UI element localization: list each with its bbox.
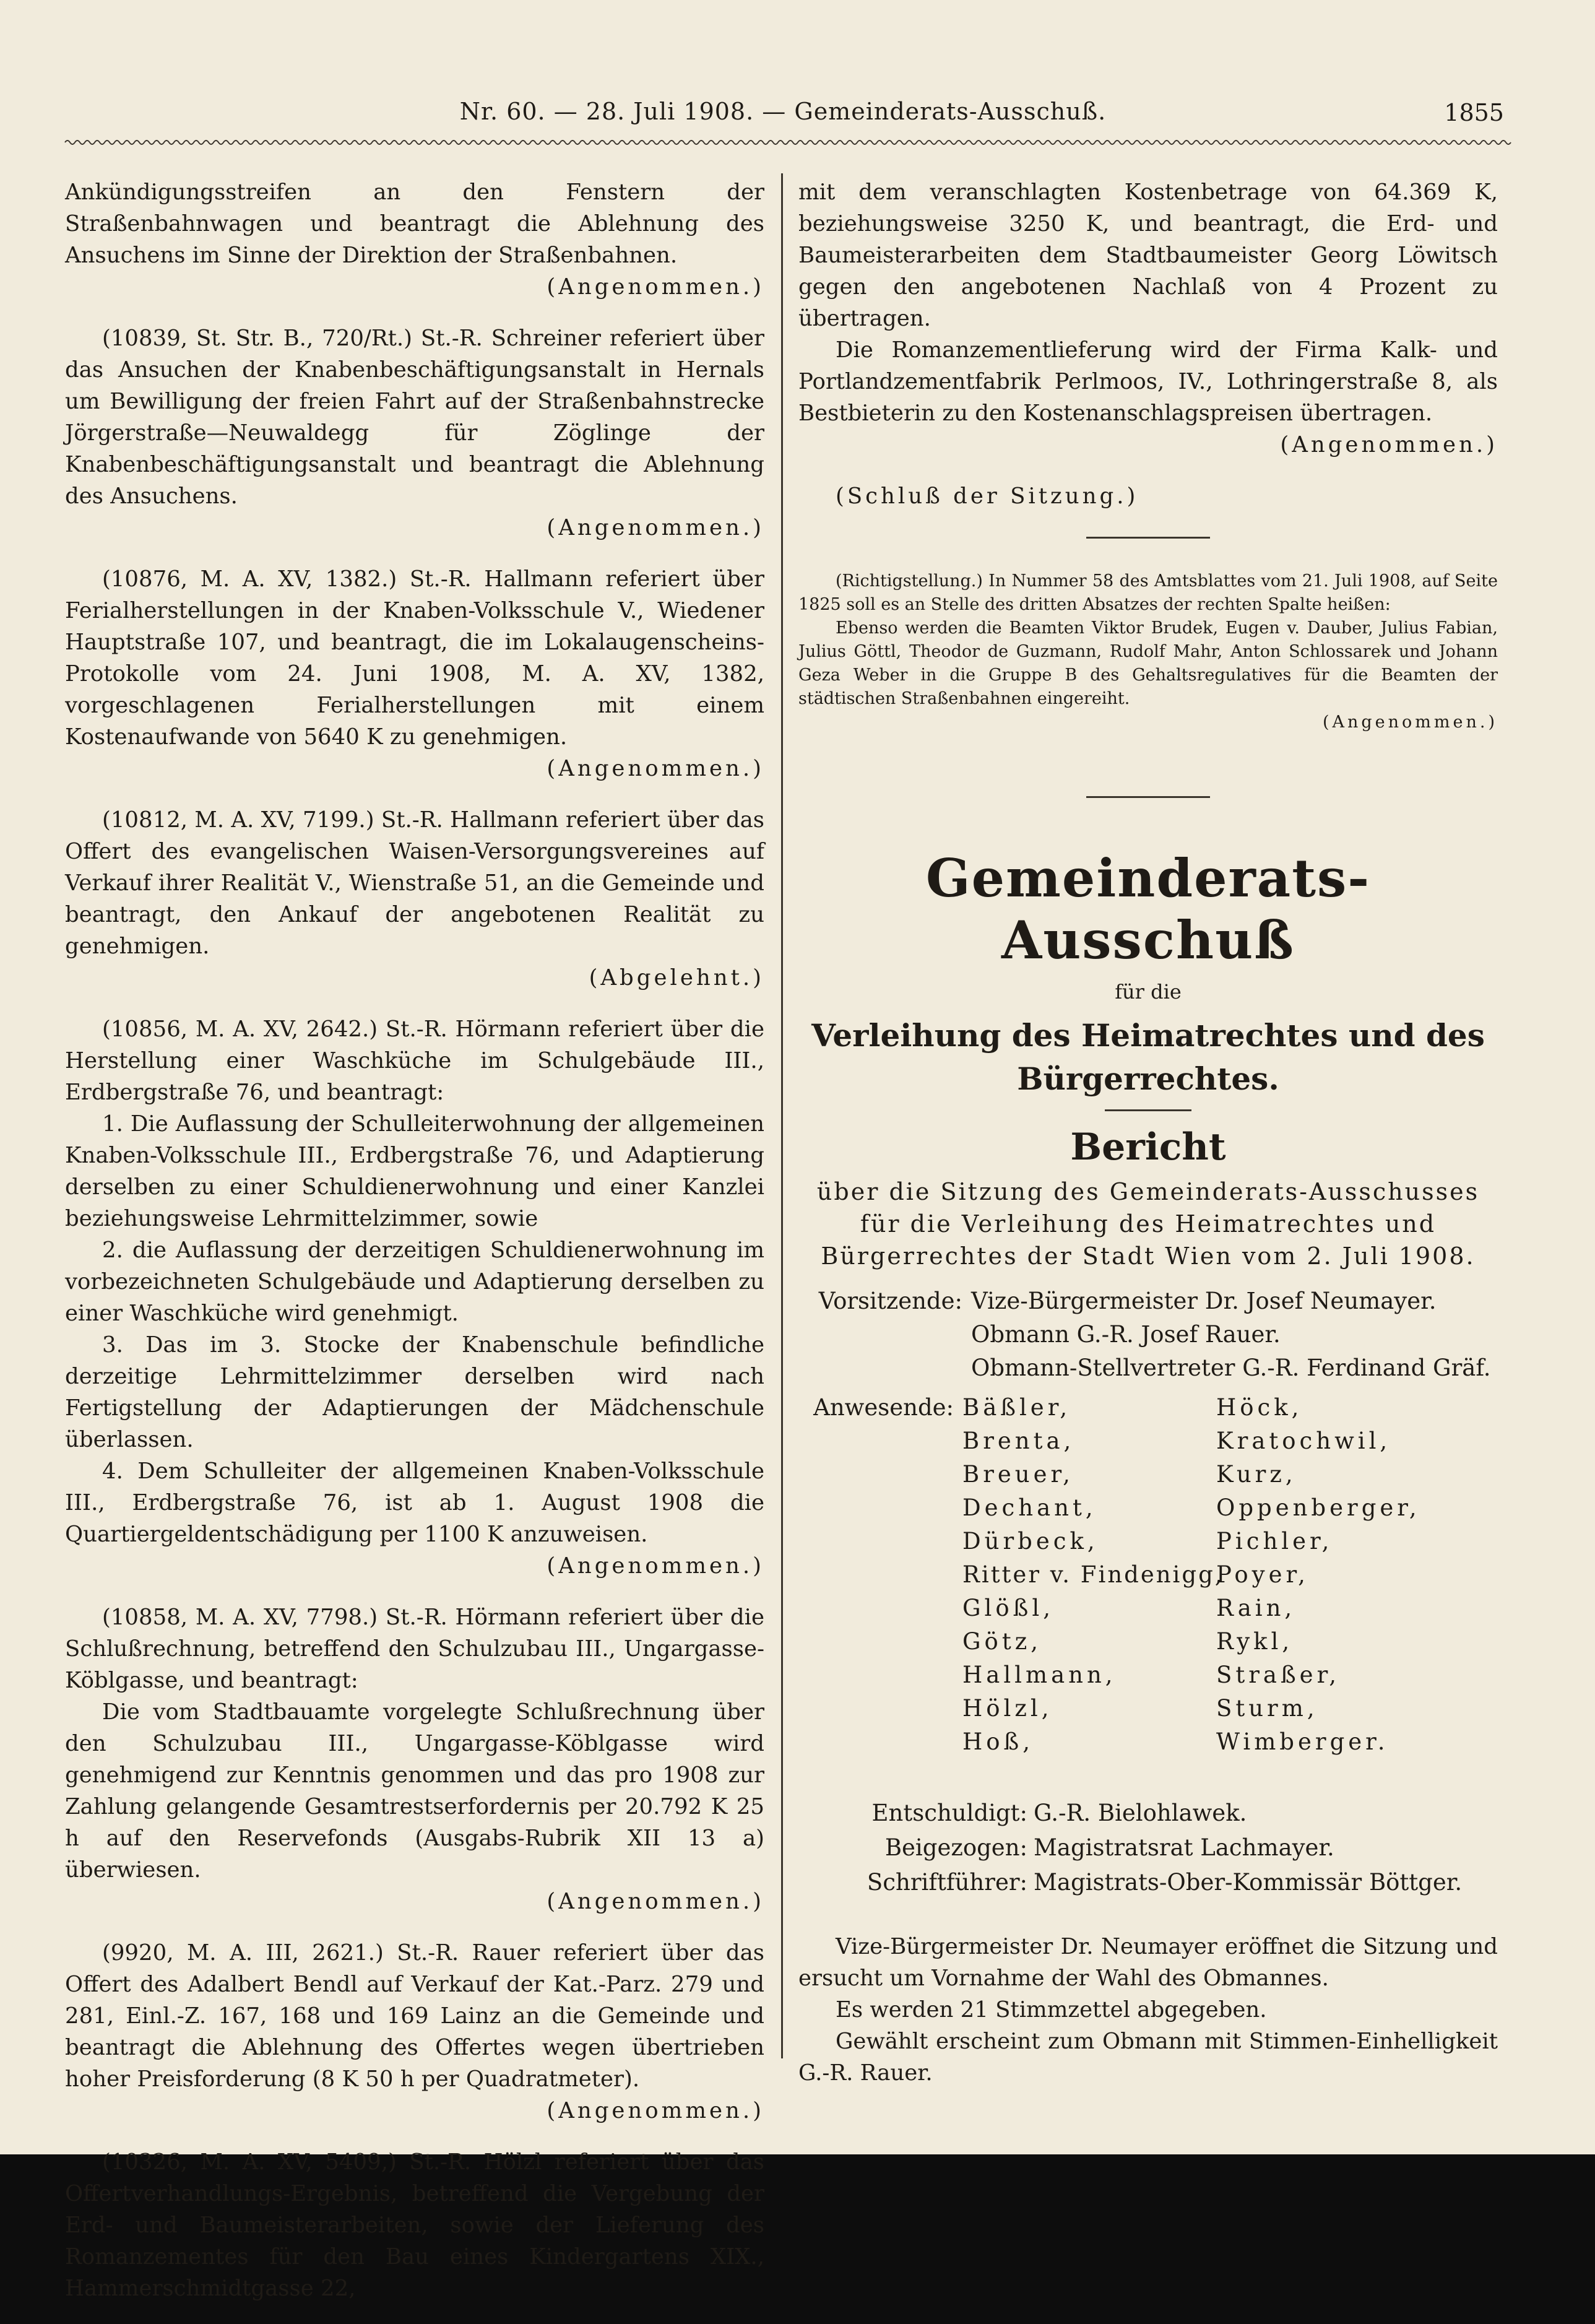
- entry-verdict: (Abgelehnt.): [589, 965, 764, 991]
- entry-paragraph: (10839, St. Str. B., 720/Rt.) St.-R. Schreiner referiert über das Ansuchen der Knabenbeschäftigungsanstalt in Hernals um Bewilligung der freien Fahrt auf der Straßenbahnstrecke Jörgerstraße—Neuwaldegg für Zöglinge der Knabenbeschäftigungsanstalt und beantragt die Ablehnung des Ansuchens. (Angenommen.): [65, 323, 764, 544]
- attendee: Brenta,: [962, 1428, 1075, 1454]
- section-fuer: für die: [1115, 980, 1182, 1004]
- attendee: Höck,: [1216, 1394, 1303, 1421]
- closing-paragraph: Es werden 21 Stimmzettel abgegeben.: [836, 1997, 1267, 2023]
- chair-entry: Obmann G.-R. Josef Rauer.: [971, 1321, 1281, 1348]
- section-subtitle: Verleihung des Heimatrechtes und des Bürgerrechtes.: [811, 1017, 1485, 1097]
- entry-paragraph: (10326, M. A. XV, 5409,) St.-R. Hölzl referiert über das Offertverhandlungs-Ergebnis, betreffend die Vergebung der Erd- und Baumeisterarbeiten, sowie der Lieferung des Romanzementes für den Bau eines Kindergartens XIX., Hammerschmidtgasse 22,: [65, 2149, 764, 2301]
- attendee: Breuer,: [962, 1461, 1074, 1488]
- correction-verdict: (Angenommen.): [1322, 713, 1498, 732]
- attendee: Kratochwil,: [1216, 1428, 1391, 1454]
- entry-paragraph: (9920, M. A. III, 2621.) St.-R. Rauer referiert über das Offert des Adalbert Bendl auf Verkauf der Kat.-Parz. 279 und 281, Einl.-Z. 167, 168 und 169 Lainz an die Gemeinde und beantragt die Ablehnung des Offertes wegen übertrieben hoher Preisforderung (8 K 50 h per Quadratmeter). (Angenommen.): [65, 1937, 764, 2127]
- excused-value: G.-R. Bielohlawek.: [1034, 1800, 1247, 1826]
- column-divider: [781, 173, 783, 2058]
- attendee: Oppenberger,: [1216, 1494, 1420, 1521]
- divider-rule: [1086, 537, 1210, 539]
- entry-paragraph: (10876, M. A. XV, 1382.) St.-R. Hallmann referiert über Ferialherstellungen in der Knaben-Volksschule V., Wiedener Hauptstraße 107, und beantragt, die im Lokalaugenscheins-Protokolle vom 24. Juni 1908, M. A. XV, 1382, vorgeschlagenen Ferialherstellungen mit einem Kostenaufwande von 5640 K zu genehmigen. (Angenommen.): [65, 563, 764, 784]
- entry-verdict: (Angenommen.): [547, 274, 764, 300]
- secretary-value: Magistrats-Ober-Kommissär Böttger.: [1034, 1869, 1463, 1896]
- entry-item: 2. die Auflassung der derzeitigen Schuldienerwohnung im vorbezeichneten Schulgebäude und Adaptierung derselben zu einer Waschküche wird genehmigt.: [65, 1238, 764, 1326]
- entry-continuation: mit dem veranschlagten Kostenbetrage von 64.369 K, beziehungsweise 3250 K, und beantragt, die Erd- und Baumeisterarbeiten dem Stadtbaumeister Georg Löwitsch gegen den angebotenen Nachlaß von 4 Prozent zu übertragen.: [798, 180, 1498, 331]
- attendee: Dürbeck,: [962, 1528, 1099, 1554]
- entry-paragraph: (10858, M. A. XV, 7798.) St.-R. Hörmann referiert über die Schlußrechnung, betreffend den Schulzubau III., Ungargasse-Köblgasse, und beantragt:: [65, 1605, 764, 1693]
- attendee: Rain,: [1216, 1595, 1296, 1621]
- entry-paragraph: Die Romanzementlieferung wird der Firma Kalk- und Portlandzementfabrik Perlmoos, IV., Lothringerstraße 8, als Bestbieterin zu den Kostenanschlagspreisen übertragen. (Angenommen.): [798, 334, 1498, 461]
- attendee: Wimberger.: [1216, 1728, 1389, 1755]
- attendee: Sturm,: [1216, 1695, 1318, 1722]
- entry-item: 1. Die Auflassung der Schulleiterwohnung der allgemeinen Knaben-Volksschule III., Erdbergstraße 76, und Adaptierung derselben zu einer Schuldienerwohnung und einer Kanzlei beziehungsweise Lehrmittelzimmer, sowie: [65, 1111, 764, 1231]
- entry-paragraph: Ankündigungsstreifen an den Fenstern der Straßenbahnwagen und beantragt die Ablehnung des Ansuchens im Sinne der Direktion der Straßenbahnen. (Angenommen.): [65, 176, 764, 303]
- entry-verdict: (Angenommen.): [547, 2098, 764, 2123]
- right-column: [798, 176, 1498, 2089]
- entry-verdict: (Angenommen.): [547, 1889, 764, 1914]
- attendee: Hallmann,: [962, 1662, 1117, 1688]
- attendees-grid: [798, 1391, 1498, 1759]
- header-title: Nr. 60. — 28. Juli 1908. — Gemeinderats-Ausschuß.: [459, 98, 1107, 125]
- added-value: Magistratsrat Lachmayer.: [1034, 1834, 1334, 1861]
- divider-rule: [1105, 1109, 1191, 1111]
- attendee: Ritter v. Findenigg,: [962, 1561, 1224, 1588]
- header-wavy-rule: [65, 137, 1507, 147]
- entry-verdict: (Angenommen.): [547, 756, 764, 781]
- attendee: Götz,: [962, 1628, 1042, 1655]
- entry-verdict: (Angenommen.): [1280, 432, 1498, 457]
- entry-verdict: (Angenommen.): [547, 1553, 764, 1579]
- attendee: Rykl,: [1216, 1628, 1294, 1655]
- chair-entry: Obmann-Stellvertreter G.-R. Ferdinand Gräf.: [971, 1355, 1491, 1381]
- present-label: Anwesende:: [813, 1394, 954, 1421]
- excused-label: Entschuldigt:: [871, 1800, 1027, 1826]
- report-heading: Bericht: [1070, 1125, 1226, 1169]
- closing-paragraph: Gewählt erscheint zum Obmann mit Stimmen-Einhelligkeit G.-R. Rauer.: [798, 2029, 1498, 2086]
- chair-entry: Vize-Bürgermeister Dr. Josef Neumayer.: [971, 1288, 1437, 1314]
- entry-paragraph: (10812, M. A. XV, 7199.) St.-R. Hallmann referiert über das Offert des evangelischen Waisen-Versorgungsvereines auf Verkauf ihrer Realität V., Wienstraße 51, an die Gemeinde und beantragt, den Ankauf der angebotenen Realität zu genehmigen. (Abgelehnt.): [65, 804, 764, 994]
- attendee: Hölzl,: [962, 1695, 1053, 1722]
- chair-label: Vorsitzende:: [818, 1288, 962, 1314]
- entry-verdict: (Angenommen.): [547, 515, 764, 540]
- attendee: Hoß,: [962, 1728, 1034, 1755]
- section-title: Gemeinderats-Ausschuß: [925, 848, 1371, 971]
- correction-quote: Ebenso werden die Beamten Viktor Brudek, Eugen v. Dauber, Julius Fabian, Julius Göttl, Theodor de Guzmann, Rudolf Mahr, Anton Schlossarek und Johann Geza Weber in die Gruppe B des Gehaltsregulatives für die Beamten der städtischen Straßenbahnen eingereiht.: [798, 618, 1498, 708]
- correction-notice: [798, 570, 1498, 734]
- page-number: 1855: [1444, 99, 1504, 126]
- entry-item: 3. Das im 3. Stocke der Knabenschule befindliche derzeitige Lehrmittelzimmer derselben wird nach Fertigstellung der Adaptierungen der Mädchenschule überlassen.: [65, 1332, 764, 1452]
- attendee: Straßer,: [1216, 1662, 1340, 1688]
- attendee: Kurz,: [1216, 1461, 1297, 1488]
- attendee: Pichler,: [1216, 1528, 1333, 1554]
- left-column: [65, 176, 764, 2324]
- report-description: über die Sitzung des Gemeinderats-Ausschusses für die Verleihung des Heimatrechtes und Bürgerrechtes der Stadt Wien vom 2. Juli 1908.: [816, 1178, 1480, 1270]
- correction-text: (Richtigstellung.) In Nummer 58 des Amtsblattes vom 21. Juli 1908, auf Seite 1825 soll es an Stelle des dritten Absatzes der rechten Spalte heißen:: [798, 571, 1498, 614]
- entry-paragraph: (10856, M. A. XV, 2642.) St.-R. Hörmann referiert über die Herstellung einer Waschküche im Schulgebäude III., Erdbergstraße 76, und beantragt:: [65, 1017, 764, 1105]
- members-block: [798, 1285, 1498, 1759]
- page-header: [62, 98, 1504, 141]
- entry-item: 4. Dem Schulleiter der allgemeinen Knaben-Volksschule III., Erdbergstraße 76, ist ab 1. August 1908 die Quartiergeldentschädigung per 1100 K anzuweisen. (Angenommen.): [65, 1455, 764, 1582]
- secretary-label: Schriftführer:: [867, 1869, 1027, 1896]
- attendee: Glößl,: [962, 1595, 1054, 1621]
- attendee: Poyer,: [1216, 1561, 1309, 1588]
- closing-block: [798, 1931, 1498, 2089]
- attendee: Dechant,: [962, 1494, 1097, 1521]
- session-end: (Schluß der Sitzung.): [836, 483, 1139, 509]
- added-label: Beigezogen:: [884, 1834, 1027, 1861]
- divider-rule: [1086, 796, 1210, 798]
- closing-paragraph: Vize-Bürgermeister Dr. Neumayer eröffnet die Sitzung und ersucht um Vornahme der Wahl des Obmannes.: [798, 1934, 1498, 1991]
- entry-item: Die vom Stadtbauamte vorgelegte Schlußrechnung über den Schulzubau III., Ungargasse-Köblgasse wird genehmigend zur Kenntnis genommen und das pro 1908 zur Zahlung gelangende Gesamtrestserfordernis per 20.792 K 25 h auf den Reservefonds (Ausgabs-Rubrik XII 13 a) überwiesen. (Angenommen.): [65, 1696, 764, 1917]
- extra-roles: [798, 1796, 1498, 1900]
- attendee: Bäßler,: [962, 1394, 1071, 1421]
